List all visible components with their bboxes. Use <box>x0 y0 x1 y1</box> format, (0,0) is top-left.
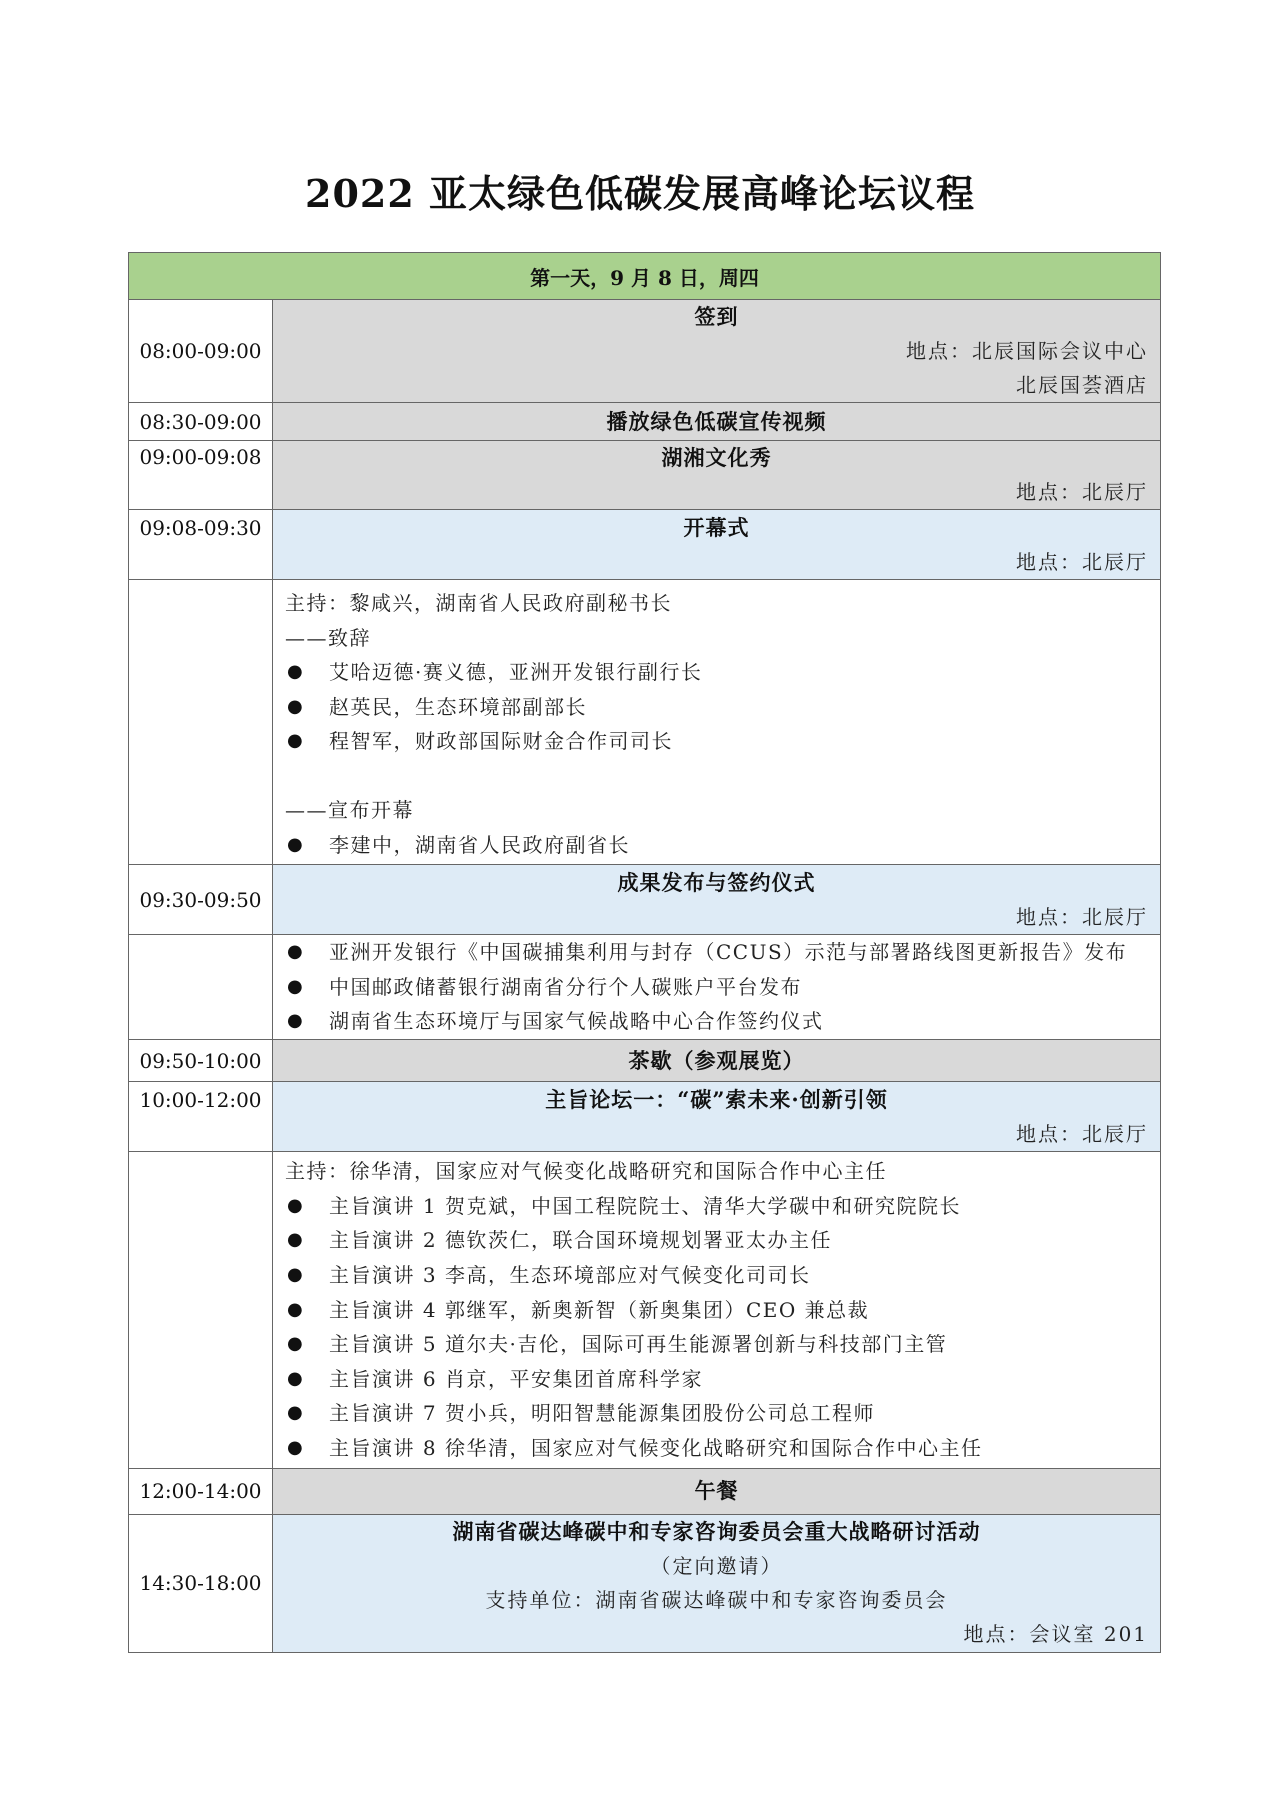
table-row <box>129 441 1161 510</box>
event-title: 播放绿色低碳宣传视频 <box>606 408 827 434</box>
agenda-table <box>128 252 1161 1653</box>
event-supporter: 支持单位：湖南省碳达峰碳中和专家咨询委员会 <box>485 1588 948 1612</box>
time-cell <box>129 935 273 1040</box>
time-cell: 09:00-09:08 <box>129 441 273 510</box>
list-item: ● 主旨演讲 7 贺小兵，明阳智慧能源集团股份公司总工程师 <box>285 1396 1148 1431</box>
detail-cell <box>273 580 1161 865</box>
bullet-icon: ● <box>287 1333 305 1355</box>
list-item: ● 主旨演讲 8 徐华清，国家应对气候变化战略研究和国际合作中心主任 <box>285 1431 1148 1466</box>
time-cell <box>129 580 273 865</box>
table-row <box>129 300 1161 403</box>
time-cell: 10:00-12:00 <box>129 1082 273 1152</box>
event-title: 午餐 <box>694 1478 739 1503</box>
bullet-icon: ● <box>287 833 305 855</box>
time-cell: 12:00-14:00 <box>129 1468 273 1514</box>
event-location: 地点：北辰厅 <box>1016 549 1149 574</box>
speech-label: ——致辞 <box>285 625 371 650</box>
bullet-icon: ● <box>287 1367 305 1389</box>
event-title: 成果发布与签约仪式 <box>617 869 816 895</box>
bullet-icon: ● <box>287 1402 305 1424</box>
event-title: 茶歇（参观展览） <box>628 1047 805 1073</box>
time-cell: 08:30-09:00 <box>129 403 273 441</box>
time-cell: 09:08-09:30 <box>129 510 273 580</box>
bullet-icon: ● <box>287 1436 305 1458</box>
event-cell <box>273 1082 1161 1152</box>
event-location: 北辰国荟酒店 <box>1016 373 1149 397</box>
bullet-icon: ● <box>287 975 305 997</box>
event-cell <box>273 300 1161 403</box>
event-title: 开幕式 <box>683 514 750 540</box>
list-item: ● 主旨演讲 5 道尔夫·吉伦，国际可再生能源署创新与科技部门主管 <box>285 1327 1148 1362</box>
table-row <box>129 1152 1161 1468</box>
list-item: ● 主旨演讲 6 肖京，平安集团首席科学家 <box>285 1362 1148 1397</box>
page-title: 2022 亚太绿色低碳发展高峰论坛议程 <box>305 171 975 216</box>
list-item: ● 中国邮政储蓄银行湖南省分行个人碳账户平台发布 <box>285 970 1148 1005</box>
table-row <box>129 1040 1161 1082</box>
table-row <box>129 1514 1161 1652</box>
time-cell <box>129 1152 273 1468</box>
event-location: 地点：北辰厅 <box>1016 480 1149 504</box>
table-row <box>129 1468 1161 1514</box>
list-item: ● 主旨演讲 1 贺克斌，中国工程院院士、清华大学碳中和研究院院长 <box>285 1189 1148 1224</box>
list-item: ● 湖南省生态环境厅与国家气候战略中心合作签约仪式 <box>285 1004 1148 1039</box>
announce-label: ——宣布开幕 <box>285 797 414 822</box>
table-row <box>129 580 1161 865</box>
event-location: 地点：会议室 201 <box>963 1622 1149 1646</box>
list-item: ● 主旨演讲 2 德钦茨仁，联合国环境规划署亚太办主任 <box>285 1223 1148 1258</box>
table-row <box>129 935 1161 1040</box>
list-item: ● 李建中，湖南省人民政府副省长 <box>285 828 1148 863</box>
bullet-icon: ● <box>287 695 305 717</box>
bullet-icon: ● <box>287 1263 305 1285</box>
event-title: 湖湘文化秀 <box>661 445 772 470</box>
host-line: 主持：黎咸兴，湖南省人民政府副秘书长 <box>285 591 672 615</box>
list-item: ● 赵英民，生态环境部副部长 <box>285 690 1148 725</box>
event-title: 签到 <box>694 304 739 329</box>
list-item: ● 亚洲开发银行《中国碳捕集利用与封存（CCUS）示范与部署路线图更新报告》发布 <box>285 935 1148 970</box>
table-row <box>129 1082 1161 1152</box>
time-cell: 08:00-09:00 <box>129 300 273 403</box>
bullet-icon: ● <box>287 941 305 963</box>
list-item: ● 主旨演讲 3 李高，生态环境部应对气候变化司司长 <box>285 1258 1148 1293</box>
bullet-icon: ● <box>287 661 305 683</box>
day-header-row <box>129 253 1161 300</box>
day-header: 第一天，9 月 8 日，周四 <box>129 253 1161 300</box>
time-cell: 09:30-09:50 <box>129 865 273 935</box>
event-cell <box>273 510 1161 580</box>
event-cell <box>273 1514 1161 1652</box>
event-location: 地点：北辰厅 <box>1016 1121 1149 1146</box>
table-row <box>129 403 1161 441</box>
event-title: 湖南省碳达峰碳中和专家咨询委员会重大战略研讨活动 <box>452 1519 981 1544</box>
list-item: ● 程智军，财政部国际财金合作司司长 <box>285 724 1148 759</box>
event-cell <box>273 441 1161 510</box>
event-title: 主旨论坛一：“碳”索未来·创新引领 <box>545 1086 888 1112</box>
event-cell <box>273 1040 1161 1082</box>
event-subtitle: （定向邀请） <box>650 1554 783 1578</box>
list-item: ● 主旨演讲 4 郭继军，新奥新智（新奥集团）CEO 兼总裁 <box>285 1293 1148 1328</box>
host-line: 主持：徐华清，国家应对气候变化战略研究和国际合作中心主任 <box>285 1159 887 1184</box>
detail-cell <box>273 1152 1161 1468</box>
list-item: ● 艾哈迈德·赛义德，亚洲开发银行副行长 <box>285 655 1148 690</box>
detail-cell <box>273 935 1161 1040</box>
bullet-icon: ● <box>287 1298 305 1320</box>
table-row <box>129 510 1161 580</box>
bullet-icon: ● <box>287 1229 305 1251</box>
bullet-icon: ● <box>287 1194 305 1216</box>
event-cell <box>273 1468 1161 1514</box>
event-location: 地点：北辰国际会议中心 <box>906 339 1149 363</box>
bullet-icon: ● <box>287 730 305 752</box>
event-cell <box>273 403 1161 441</box>
bullet-icon: ● <box>287 1010 305 1032</box>
event-cell <box>273 865 1161 935</box>
event-location: 地点：北辰厅 <box>1016 904 1149 929</box>
time-cell: 14:30-18:00 <box>129 1514 273 1652</box>
table-row <box>129 865 1161 935</box>
time-cell: 09:50-10:00 <box>129 1040 273 1082</box>
